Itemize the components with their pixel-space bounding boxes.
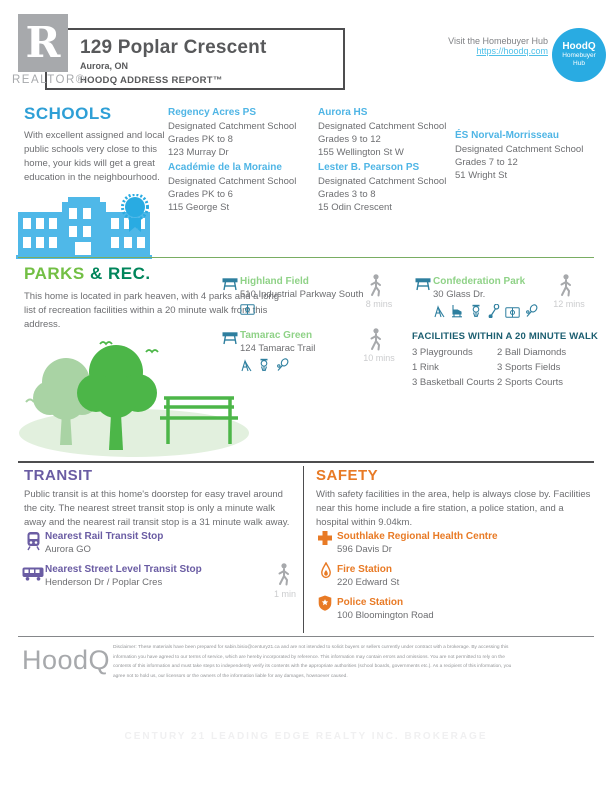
skating-icon <box>450 304 464 318</box>
transit-rail-item <box>45 531 163 555</box>
address-city: Aurora, ON <box>80 61 129 71</box>
school-address: 51 Wright St <box>455 170 508 182</box>
safety-item-fire <box>337 564 399 588</box>
facilities-column-2 <box>497 345 566 390</box>
safety-item-label: Fire Station <box>337 564 393 575</box>
sports-field-icon <box>240 304 255 315</box>
transit-item-label: Nearest Street Level Transit Stop <box>45 564 202 575</box>
hospital-cross-icon <box>317 530 333 551</box>
disclaimer-text: Disclaimer: These materials have been prepared for sabin.bisio@century21.ca and are not intended to solicit buyers or sellers currently under contract with a brokerage. By accessing this information you have agreed to our terms of service, which are hereby incorporated by reference. This information may contain errors and omissions. You are not permitted to rely on the contents of this information and must take steps to independently verify its contents with the appropriate authorities (school boards, governments etc.). As a recipient of this information, you agree not to hold us, our licensors or the owners of the information liable for any damages, howsoever caused. <box>113 645 512 679</box>
facility-count: 3 Basketball Courts <box>412 377 495 388</box>
realtor-logo-letter: R <box>25 18 61 67</box>
parks-title-rest: & REC. <box>89 264 151 283</box>
parks-title-accent: PARKS <box>24 264 90 283</box>
brokerage-watermark: CENTURY 21 LEADING EDGE REALTY INC. BROKERAGE <box>124 731 488 742</box>
tennis-icon <box>525 304 539 318</box>
report-name: HOODQ ADDRESS REPORT™ <box>80 75 223 86</box>
transit-item-value: Henderson Dr / Poplar Cres <box>45 577 163 588</box>
school-card <box>168 107 296 159</box>
safety-item-hospital <box>337 531 498 555</box>
school-name: Académie de la Moraine <box>168 162 282 173</box>
facility-count: 3 Sports Fields <box>497 362 561 373</box>
badge-brand-text: HoodQ <box>562 41 596 52</box>
facilities-column-1 <box>412 345 494 390</box>
park-bench-icon <box>415 278 431 296</box>
facility-count: 1 Rink <box>412 362 439 373</box>
school-name: ÉS Norval-Morrisseau <box>455 130 559 141</box>
walk-time-label: 8 mins <box>365 299 393 309</box>
bus-icon <box>22 566 44 586</box>
park-bench-icon <box>222 278 238 296</box>
park-card <box>240 330 315 372</box>
schools-description: With excellent assigned and local public schools very close to this home, your kids will get a great education in the neighbourhood. <box>24 130 165 184</box>
school-address: 15 Odin Crescent <box>318 202 392 214</box>
school-grades: Grades 3 to 8 <box>318 189 376 201</box>
walking-person-icon <box>368 328 383 356</box>
safety-item-value: 220 Edward St <box>337 577 400 588</box>
school-card <box>455 130 583 182</box>
safety-item-value: 100 Bloomington Road <box>337 610 434 621</box>
walk-time-label: 1 min <box>273 589 296 599</box>
safety-item-police <box>337 597 434 621</box>
safety-section-title: SAFETY <box>316 467 379 484</box>
transit-description: Public transit is at this home's doorstep for easy travel around the city. The nearest street transit stop is only a minute walk away and the nearest rail transit stop is a 31 minute walk away. <box>24 489 290 529</box>
hoodq-logo: HoodQ <box>22 645 111 675</box>
school-name: Regency Acres PS <box>168 107 257 118</box>
school-card <box>168 162 296 214</box>
footer-divider <box>18 636 594 637</box>
badge-sub-text-2: Hub <box>573 60 585 68</box>
transit-item-value: Aurora GO <box>45 544 91 555</box>
walk-time-label: 10 mins <box>363 353 395 363</box>
school-building-icon <box>16 194 156 265</box>
homebuyer-hub-block <box>400 36 548 56</box>
facility-count: 3 Playgrounds <box>412 347 473 358</box>
walking-person-icon <box>276 563 291 591</box>
school-type: Designated Catchment School <box>455 144 584 155</box>
facilities-summary-title: FACILITIES WITHIN A 20 MINUTE WALK <box>412 331 599 342</box>
hoodq-homebuyer-hub-badge <box>552 28 606 82</box>
playground-icon <box>433 305 445 318</box>
park-card <box>433 276 539 318</box>
hub-prompt-text: Visit the Homebuyer Hub <box>448 36 548 46</box>
park-facility-icons <box>433 304 539 318</box>
school-card <box>318 107 446 159</box>
transit-street-item <box>45 564 202 588</box>
walking-person-icon <box>368 274 383 302</box>
column-divider <box>303 466 304 633</box>
park-address: 30 Glass Dr. <box>433 289 486 300</box>
sports-field-icon <box>505 307 520 318</box>
realtor-wordmark: REALTOR® <box>12 74 86 86</box>
section-divider <box>18 257 594 258</box>
facility-count: 2 Sports Courts <box>497 377 563 388</box>
park-address: 124 Tamarac Trail <box>240 343 316 354</box>
park-name: Highland Field <box>240 276 309 287</box>
school-card <box>318 162 446 214</box>
basketball-icon <box>469 304 483 318</box>
walking-person-icon <box>558 274 573 302</box>
transit-section-title: TRANSIT <box>24 467 93 484</box>
train-icon <box>25 531 42 556</box>
schools-section-title: SCHOOLS <box>24 104 112 123</box>
safety-description: With safety facilities in the area, help is always close by. Facilities near this home include a fire station, a police station, and a hospital within 9.04km. <box>316 489 591 529</box>
facility-count: 2 Ball Diamonds <box>497 347 567 358</box>
parks-description: This home is located in park heaven, with 4 parks and a long list of recreation facilities within a 20 minute walk from this address. <box>24 291 280 331</box>
school-type: Designated Catchment School <box>318 176 447 187</box>
badge-sub-text-1: Homebuyer <box>562 52 596 59</box>
safety-item-value: 596 Davis Dr <box>337 544 392 555</box>
school-grades: Grades 9 to 12 <box>318 134 381 146</box>
park-facility-icons <box>240 304 364 315</box>
park-address: 510 Industrial Parkway South <box>240 289 364 300</box>
school-grades: Grades PK to 6 <box>168 189 233 201</box>
fire-icon <box>320 562 332 584</box>
section-divider <box>18 461 594 463</box>
parks-section-title <box>24 264 151 284</box>
school-type: Designated Catchment School <box>168 121 297 132</box>
park-facility-icons <box>240 358 315 372</box>
school-grades: Grades 7 to 12 <box>455 157 518 169</box>
walk-time-label: 12 mins <box>553 299 585 309</box>
tennis-icon <box>276 358 290 372</box>
school-type: Designated Catchment School <box>168 176 297 187</box>
park-bench-icon <box>222 332 238 350</box>
lacrosse-icon <box>488 304 500 318</box>
hoodq-link[interactable]: https://hoodq.com <box>476 46 548 56</box>
safety-item-label: Southlake Regional Health Centre <box>337 531 498 542</box>
page-title: 129 Poplar Crescent <box>80 37 267 58</box>
address-header-box <box>45 28 345 90</box>
school-grades: Grades PK to 8 <box>168 134 233 146</box>
school-type: Designated Catchment School <box>318 121 447 132</box>
park-card <box>240 276 364 315</box>
school-address: 123 Murray Dr <box>168 147 229 159</box>
school-address: 155 Wellington St W <box>318 147 404 159</box>
park-name: Tamarac Green <box>240 330 313 341</box>
school-address: 115 George St <box>168 202 230 214</box>
realtor-logo-icon <box>18 14 68 72</box>
park-name: Confederation Park <box>433 276 526 287</box>
police-shield-icon <box>318 595 332 617</box>
school-name: Lester B. Pearson PS <box>318 162 420 173</box>
basketball-icon <box>257 358 271 372</box>
playground-icon <box>240 359 252 372</box>
transit-item-label: Nearest Rail Transit Stop <box>45 531 164 542</box>
safety-item-label: Police Station <box>337 597 404 608</box>
school-name: Aurora HS <box>318 107 368 118</box>
